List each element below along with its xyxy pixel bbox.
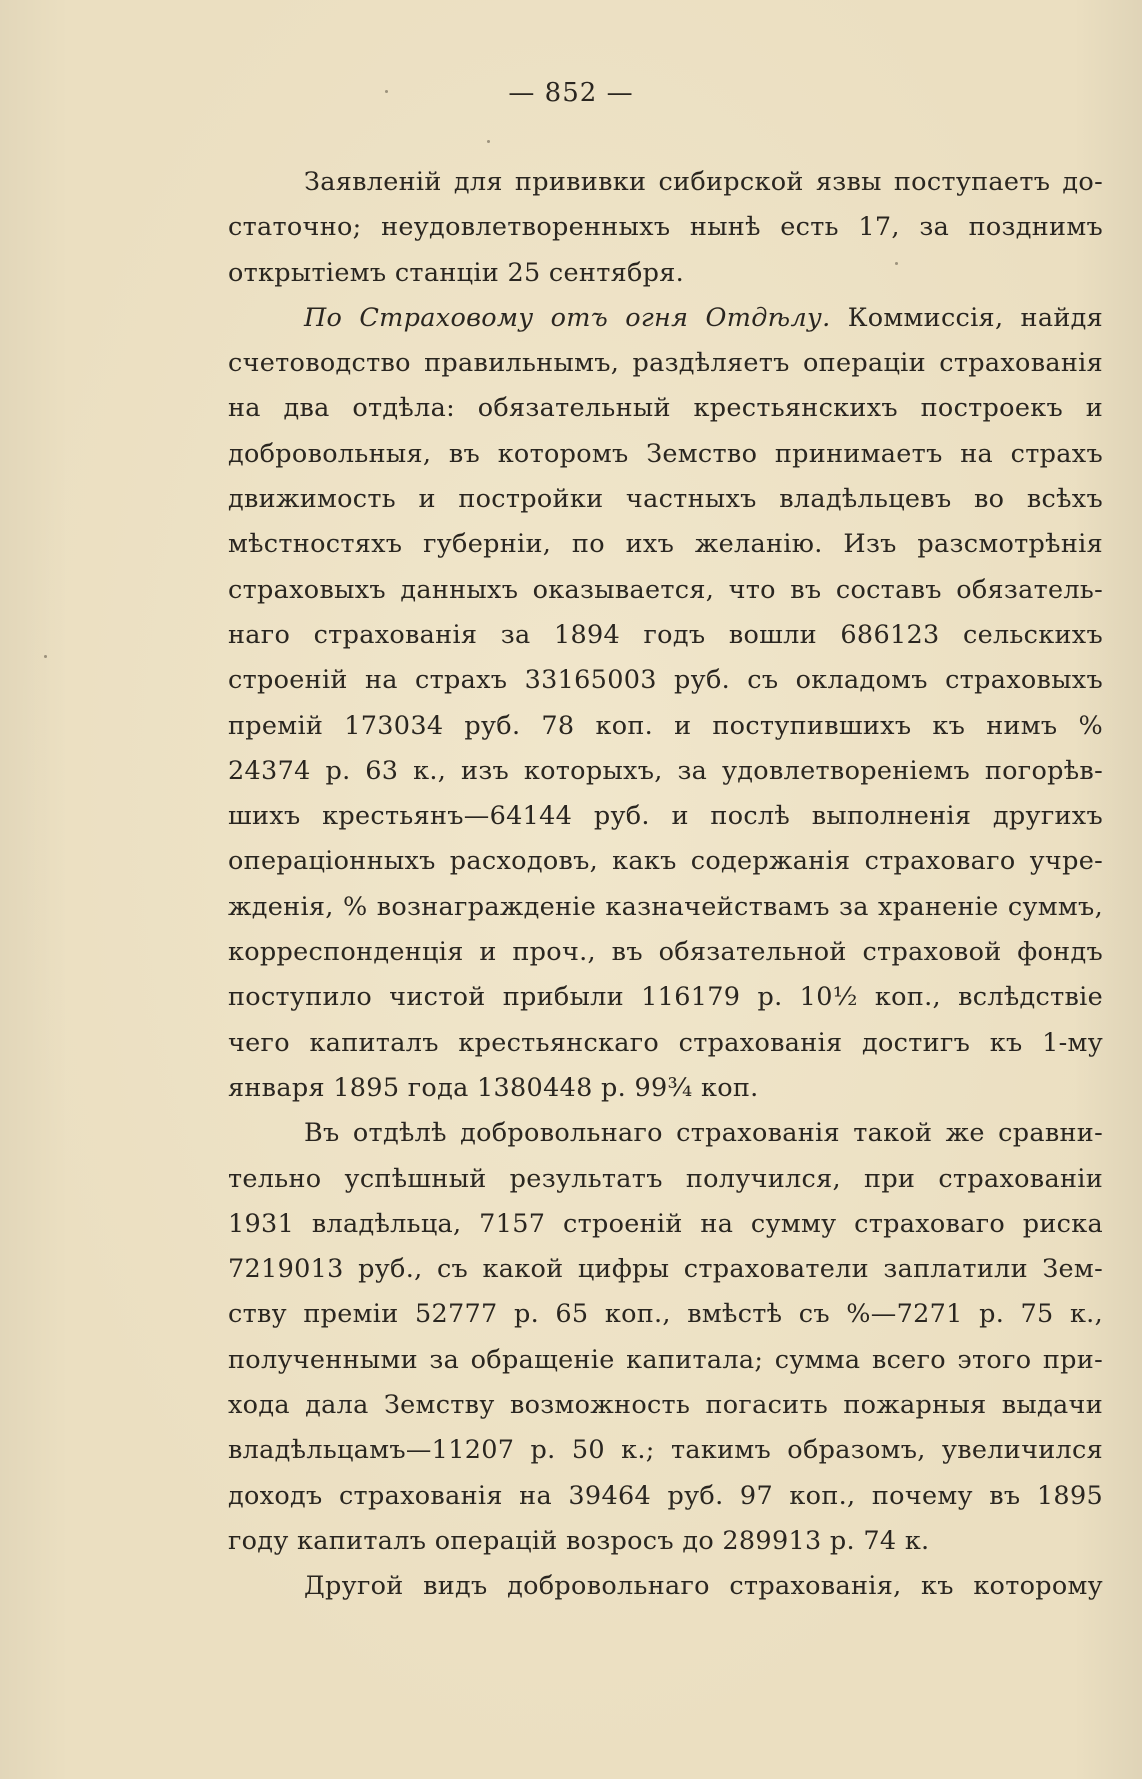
paper-speck [487,140,490,143]
section-heading: По Страховому отъ огня Отдѣлу. [304,302,831,333]
paper-speck [895,262,898,265]
text-line: 24374 р. 63 к., изъ которыхъ, за удовлетвореніемъ погорѣв- [228,755,1103,786]
text-line [228,296,1103,341]
text-line: движимость и постройки частныхъ владѣльцевъ во всѣхъ [228,484,1103,515]
text-line: хода дала Земству возможность погасить пожарныя выдачи [228,1390,1103,1421]
text-line: году капиталъ операцій возросъ до 289913 р. 74 к. [228,1525,930,1556]
text-line: статочно; неудовлетворенныхъ нынѣ есть 17, за позднимъ [228,212,1103,243]
text-line: полученными за обращеніе капитала; сумма всего этого при- [228,1344,1103,1375]
paper-speck [385,90,388,93]
text-line: Заявленій для прививки сибирской язвы поступаетъ до- [304,167,1103,197]
text-line: января 1895 года 1380448 р. 99¾ коп. [228,1072,759,1103]
text-line: добровольныя, въ которомъ Земство принимаетъ на страхъ [228,438,1103,469]
text-line: Въ отдѣлѣ добровольнаго страхованія такой же сравни- [304,1118,1103,1149]
text-line: жденія, % вознагражденіе казначействамъ за храненіе суммъ, [228,891,1103,922]
paragraph-2 [228,296,1103,1111]
text-line: тельно успѣшный результатъ получился, при страхованіи [228,1163,1103,1194]
text-line: владѣльцамъ—11207 р. 50 к.; такимъ образомъ, увеличился [228,1435,1103,1466]
paragraph-3 [228,1111,1103,1564]
text-line: наго страхованія за 1894 годъ вошли 686123 сельскихъ [228,619,1103,650]
text-line: поступило чистой прибыли 116179 р. 10½ коп., вслѣдствіе [228,982,1103,1013]
text-line: страховыхъ данныхъ оказывается, что въ составъ обязатель- [228,574,1103,605]
text-line: открытіемъ станціи 25 сентября. [228,257,685,288]
text-line: чего капиталъ крестьянскаго страхованія достигъ къ 1-му [228,1027,1103,1058]
text-line: доходъ страхованія на 39464 руб. 97 коп., почему въ 1895 [228,1480,1103,1511]
text-line: шихъ крестьянъ—64144 руб. и послѣ выполненія другихъ [228,801,1103,832]
text-line: мѣстностяхъ губерніи, по ихъ желанію. Изъ разсмотрѣнія [228,529,1103,560]
text-line: на два отдѣла: обязательный крестьянскихъ построекъ и [228,393,1103,424]
text-line: премій 173034 руб. 78 коп. и поступившихъ къ нимъ % [228,710,1103,741]
text-line: операціонныхъ расходовъ, какъ содержанія страховаго учре- [228,846,1103,877]
text-line: 7219013 руб., съ какой цифры страхователи заплатили Зем- [228,1254,1103,1285]
text-line: строеній на страхъ 33165003 руб. съ окладомъ страховыхъ [228,665,1103,696]
text-line: ству преміи 52777 р. 65 коп., вмѣстѣ съ %—7271 р. 75 к., [228,1299,1103,1330]
page-number: — 852 — [508,78,634,108]
heading-line-rest: Коммиссія, найдя [847,302,1104,333]
paragraph-4 [228,1564,1103,1609]
paragraph-1 [228,160,1103,296]
text-line: 1931 владѣльца, 7157 строеній на сумму страховаго риска [228,1208,1103,1239]
text-line: счетоводство правильнымъ, раздѣляетъ операціи страхованія [228,348,1103,379]
text-line: Другой видъ добровольнаго страхованія, къ которому [304,1571,1103,1602]
paper-speck [44,655,47,658]
body-text [228,160,1103,1610]
text-line: корреспонденція и проч., въ обязательной страховой фондъ [228,937,1103,968]
